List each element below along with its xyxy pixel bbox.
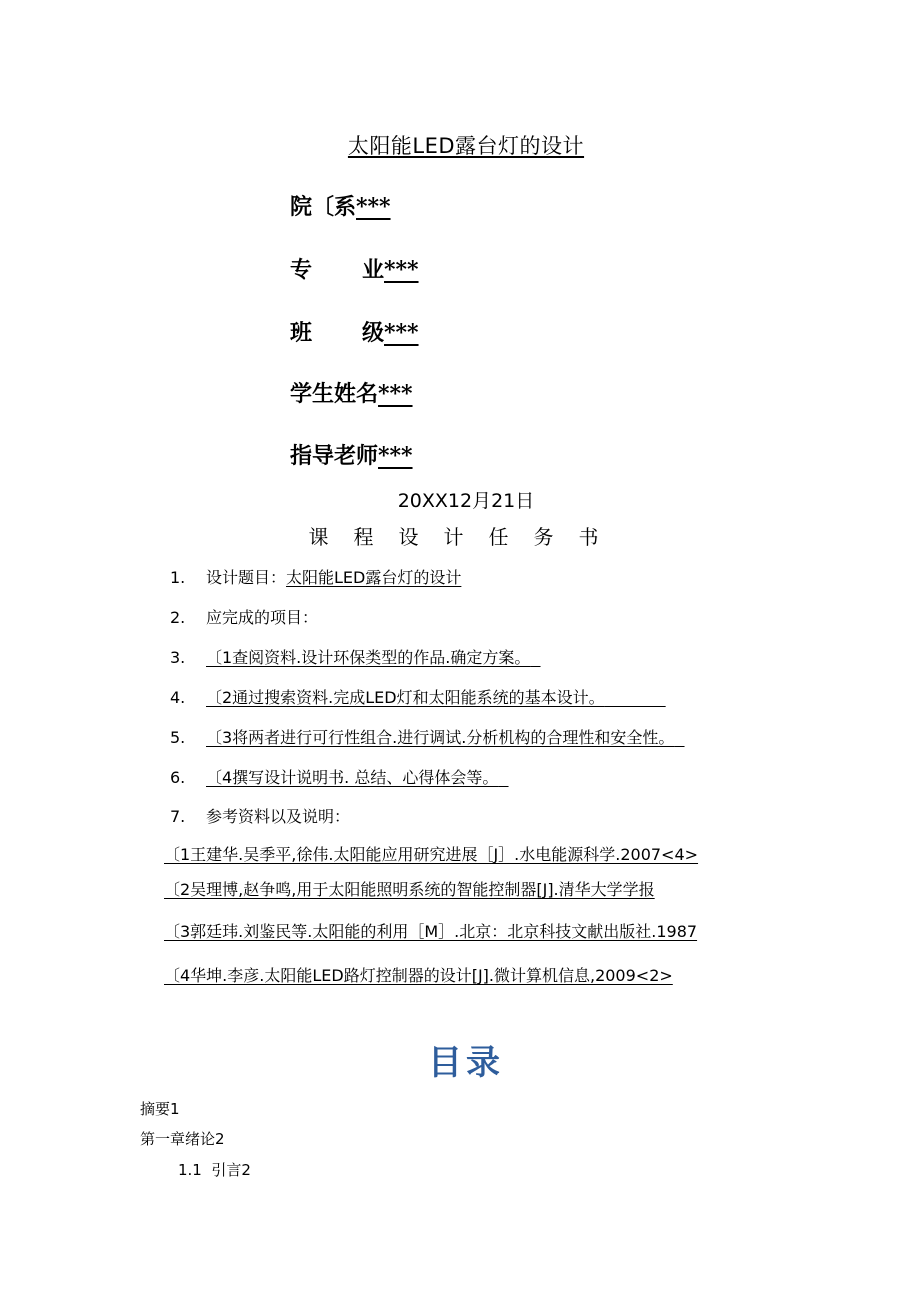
item-text: 〔2通过搜索资料.完成LED灯和太阳能系统的基本设计。 [206, 688, 605, 707]
item-number: 6. [170, 768, 186, 787]
item-label: 参考资料以及说明： [206, 807, 351, 826]
info-label: 院〔系 [290, 194, 357, 220]
toc-title: 目录 [428, 1043, 504, 1083]
item-text: 太阳能LED露台灯的设计 [286, 568, 462, 587]
reference-item: 〔4华坤.李彦.太阳能LED路灯控制器的设计[J].微计算机信息,2009<2> [164, 966, 673, 985]
toc-entry[interactable]: 摘要1 [140, 1100, 180, 1118]
task-heading: 课程设计任务书 [308, 525, 624, 549]
task-item [170, 605, 318, 628]
document-title-text: 太阳能LED露台灯的设计 [347, 134, 585, 158]
item-number: 5. [170, 728, 186, 747]
document-date: 20XX12月21日 [397, 490, 535, 512]
info-value: *** [356, 194, 391, 220]
item-number: 3. [170, 648, 186, 667]
info-label-2: 业 [362, 257, 385, 283]
reference-item: 〔1王建华.吴季平,徐伟.太阳能应用研究进展［J］.水电能源科学.2007<4> [164, 845, 699, 864]
item-number: 1. [170, 568, 186, 587]
info-label: 专 [290, 257, 313, 283]
item-number: 7. [170, 807, 186, 826]
info-label: 班 [290, 320, 313, 346]
item-label: 设计题目： [206, 568, 287, 587]
info-value: *** [378, 381, 413, 407]
task-item [170, 685, 666, 708]
reference-item: 〔3郭廷玮.刘鉴民等.太阳能的利用［M］.北京：北京科技文献出版社.1987 [164, 922, 698, 941]
info-department [290, 190, 391, 221]
info-value: *** [378, 443, 413, 469]
toc-entry[interactable]: 第一章绪论2 [140, 1130, 225, 1148]
item-text: 〔1查阅资料.设计环保类型的作品.确定方案。 [206, 648, 531, 667]
task-item [170, 765, 509, 788]
info-student-name [290, 377, 413, 408]
task-item [170, 804, 350, 827]
info-advisor [290, 439, 413, 470]
item-label: 应完成的项目： [206, 608, 319, 627]
info-value: *** [384, 257, 419, 283]
item-number: 4. [170, 688, 186, 707]
toc-entry[interactable]: 1.1 引言2 [178, 1161, 251, 1179]
info-label: 指导老师 [290, 443, 379, 469]
task-item [170, 645, 541, 668]
document-title [0, 130, 920, 160]
item-number: 2. [170, 608, 186, 627]
info-major [290, 253, 419, 284]
item-text: 〔3将两者进行可行性组合.进行调试.分析机构的合理性和安全性。 [206, 728, 675, 747]
task-item [170, 725, 685, 748]
info-label-2: 级 [362, 320, 385, 346]
info-label: 学生姓名 [290, 381, 379, 407]
info-value: *** [384, 320, 419, 346]
item-text: 〔4撰写设计说明书. 总结、心得体会等。 [206, 768, 499, 787]
task-item [170, 565, 461, 588]
info-class [290, 316, 419, 347]
reference-item: 〔2吴理博,赵争鸣,用于太阳能照明系统的智能控制器[J].清华大学学报 [164, 880, 655, 899]
